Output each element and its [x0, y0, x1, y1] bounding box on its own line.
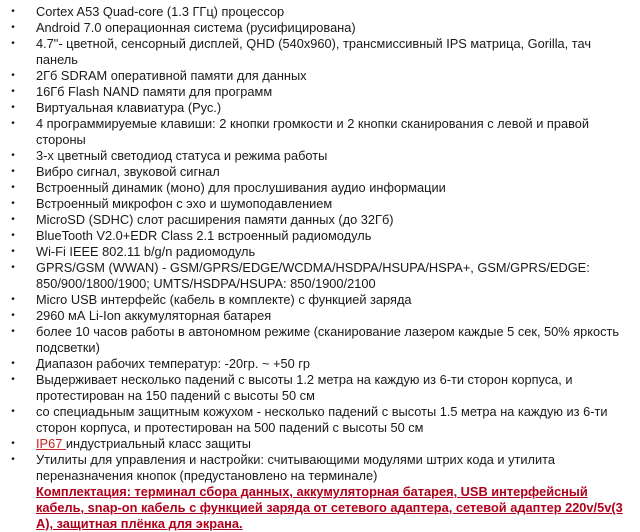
ip67-link[interactable]: IP67: [36, 436, 66, 451]
list-item-text: Wi-Fi IEEE 802.11 b/g/n радиомодуль: [36, 244, 256, 259]
bullet-icon: •: [11, 86, 15, 97]
list-item-text: Android 7.0 операционная система (русифицирована): [36, 20, 356, 35]
list-item: [11, 36, 634, 68]
list-item: [11, 228, 634, 244]
list-item: [11, 148, 634, 164]
list-item: [11, 292, 634, 308]
list-item-text: 4 программируемые клавиши: 2 кнопки громкости и 2 кнопки сканирования с левой и правой стороны: [36, 116, 590, 147]
list-item-text: Micro USB интерфейс (кабель в комплекте) с функцией заряда: [36, 292, 412, 307]
bullet-icon: •: [11, 182, 15, 193]
list-item-text: Вибро сигнал, звуковой сигнал: [36, 164, 220, 179]
list-item-text: Выдерживает несколько падений с высоты 1.2 метра на каждую из 6-ти сторон корпуса, и протестирован на 150 падений с высоты 50 см: [36, 372, 573, 403]
list-item: [11, 196, 634, 212]
list-item-text: Встроенный динамик (моно) для прослушивания аудио информации: [36, 180, 446, 195]
list-item: [11, 260, 634, 292]
list-item-text: 16Гб Flash NAND памяти для программ: [36, 84, 273, 99]
list-item-text: 4.7"- цветной, сенсорный дисплей, QHD (540x960), трансмиссивный IPS матрица, Gorilla, тач панель: [36, 36, 591, 67]
list-item: [11, 4, 634, 20]
list-item-text: Утилиты для управления и настройки: считывающими модулями штрих кода и утилита переназначения кнопок (предустановлено на терминале): [36, 452, 555, 483]
list-item-text: Виртуальная клавиатура (Рус.): [36, 100, 222, 115]
list-item-text: BlueTooth V2.0+EDR Class 2.1 встроенный радиомодуль: [36, 228, 372, 243]
bullet-icon: •: [11, 166, 15, 177]
bullet-icon: •: [11, 454, 15, 465]
bullet-icon: •: [11, 406, 15, 417]
list-item-ip67: [11, 436, 634, 452]
list-item: [11, 356, 634, 372]
list-item-text: индустриальный класс защиты: [65, 436, 251, 451]
list-item-text: Cortex A53 Quad-core (1.3 ГГц) процессор: [36, 4, 285, 19]
bullet-icon: •: [11, 214, 15, 225]
spec-list: [11, 4, 634, 484]
list-item-text: более 10 часов работы в автономном режиме (сканирование лазером каждые 5 сек, 50% яркость подсветки): [36, 324, 620, 355]
list-item-text: со специадьным защитным кожухом - несколько падений с высоты 1.5 метра на каждую из 6-ти сторон корпуса, и протестирован на 500 падений с высоты 50 см: [36, 404, 608, 435]
bullet-icon: •: [11, 310, 15, 321]
bullet-icon: •: [11, 262, 15, 273]
list-item: [11, 84, 634, 100]
bullet-icon: •: [11, 374, 15, 385]
list-item-text: 2960 мА Li-Ion аккумуляторная батарея: [36, 308, 272, 323]
bullet-icon: •: [11, 102, 15, 113]
bullet-icon: •: [11, 294, 15, 305]
bullet-icon: •: [11, 70, 15, 81]
list-item: [11, 100, 634, 116]
bullet-icon: •: [11, 246, 15, 257]
list-item: [11, 68, 634, 84]
list-item: [11, 212, 634, 228]
list-item-text: Встроенный микрофон с эхо и шумоподавлением: [36, 196, 333, 211]
list-item: [11, 308, 634, 324]
bullet-icon: •: [11, 230, 15, 241]
bullet-icon: •: [11, 150, 15, 161]
bullet-icon: •: [11, 326, 15, 337]
bullet-icon: •: [11, 358, 15, 369]
list-item: [11, 452, 634, 484]
bullet-icon: •: [11, 6, 15, 17]
list-item: [11, 404, 634, 436]
bullet-icon: •: [11, 118, 15, 129]
list-item: [11, 324, 634, 356]
list-item: [11, 180, 634, 196]
list-item-text: 2Гб SDRAM оперативной памяти для данных: [36, 68, 307, 83]
list-item-text: Диапазон рабочих температур: -20гр. ~ +50 гр: [36, 356, 311, 371]
list-item: [11, 164, 634, 180]
list-item-text: GPRS/GSM (WWAN) - GSM/GPRS/EDGE/WCDMA/HSDPA/HSUPA/HSPA+, GSM/GPRS/EDGE: 850/900/1800/1900; UMTS/HSDPA/HSUPA: 850/1900/2100: [36, 260, 590, 291]
list-item: [11, 244, 634, 260]
bullet-icon: •: [11, 198, 15, 209]
list-item: [11, 116, 634, 148]
bullet-icon: •: [11, 38, 15, 49]
list-item-text: MicroSD (SDHC) слот расширения памяти данных (до 32Гб): [36, 212, 394, 227]
list-item: [11, 372, 634, 404]
list-item: [11, 20, 634, 36]
bullet-icon: •: [11, 438, 15, 449]
bullet-icon: •: [11, 22, 15, 33]
list-item-text: 3-х цветный светодиод статуса и режима работы: [36, 148, 328, 163]
complectation-text: Комплектация: терминал сбора данных, аккумуляторная батарея, USB интерфейсный кабель, snap-on кабель с функцией заряда от сетевого адаптера, сетевой адаптер 220v/5v(3 A), защитная плёнка для экрана.: [36, 484, 623, 531]
